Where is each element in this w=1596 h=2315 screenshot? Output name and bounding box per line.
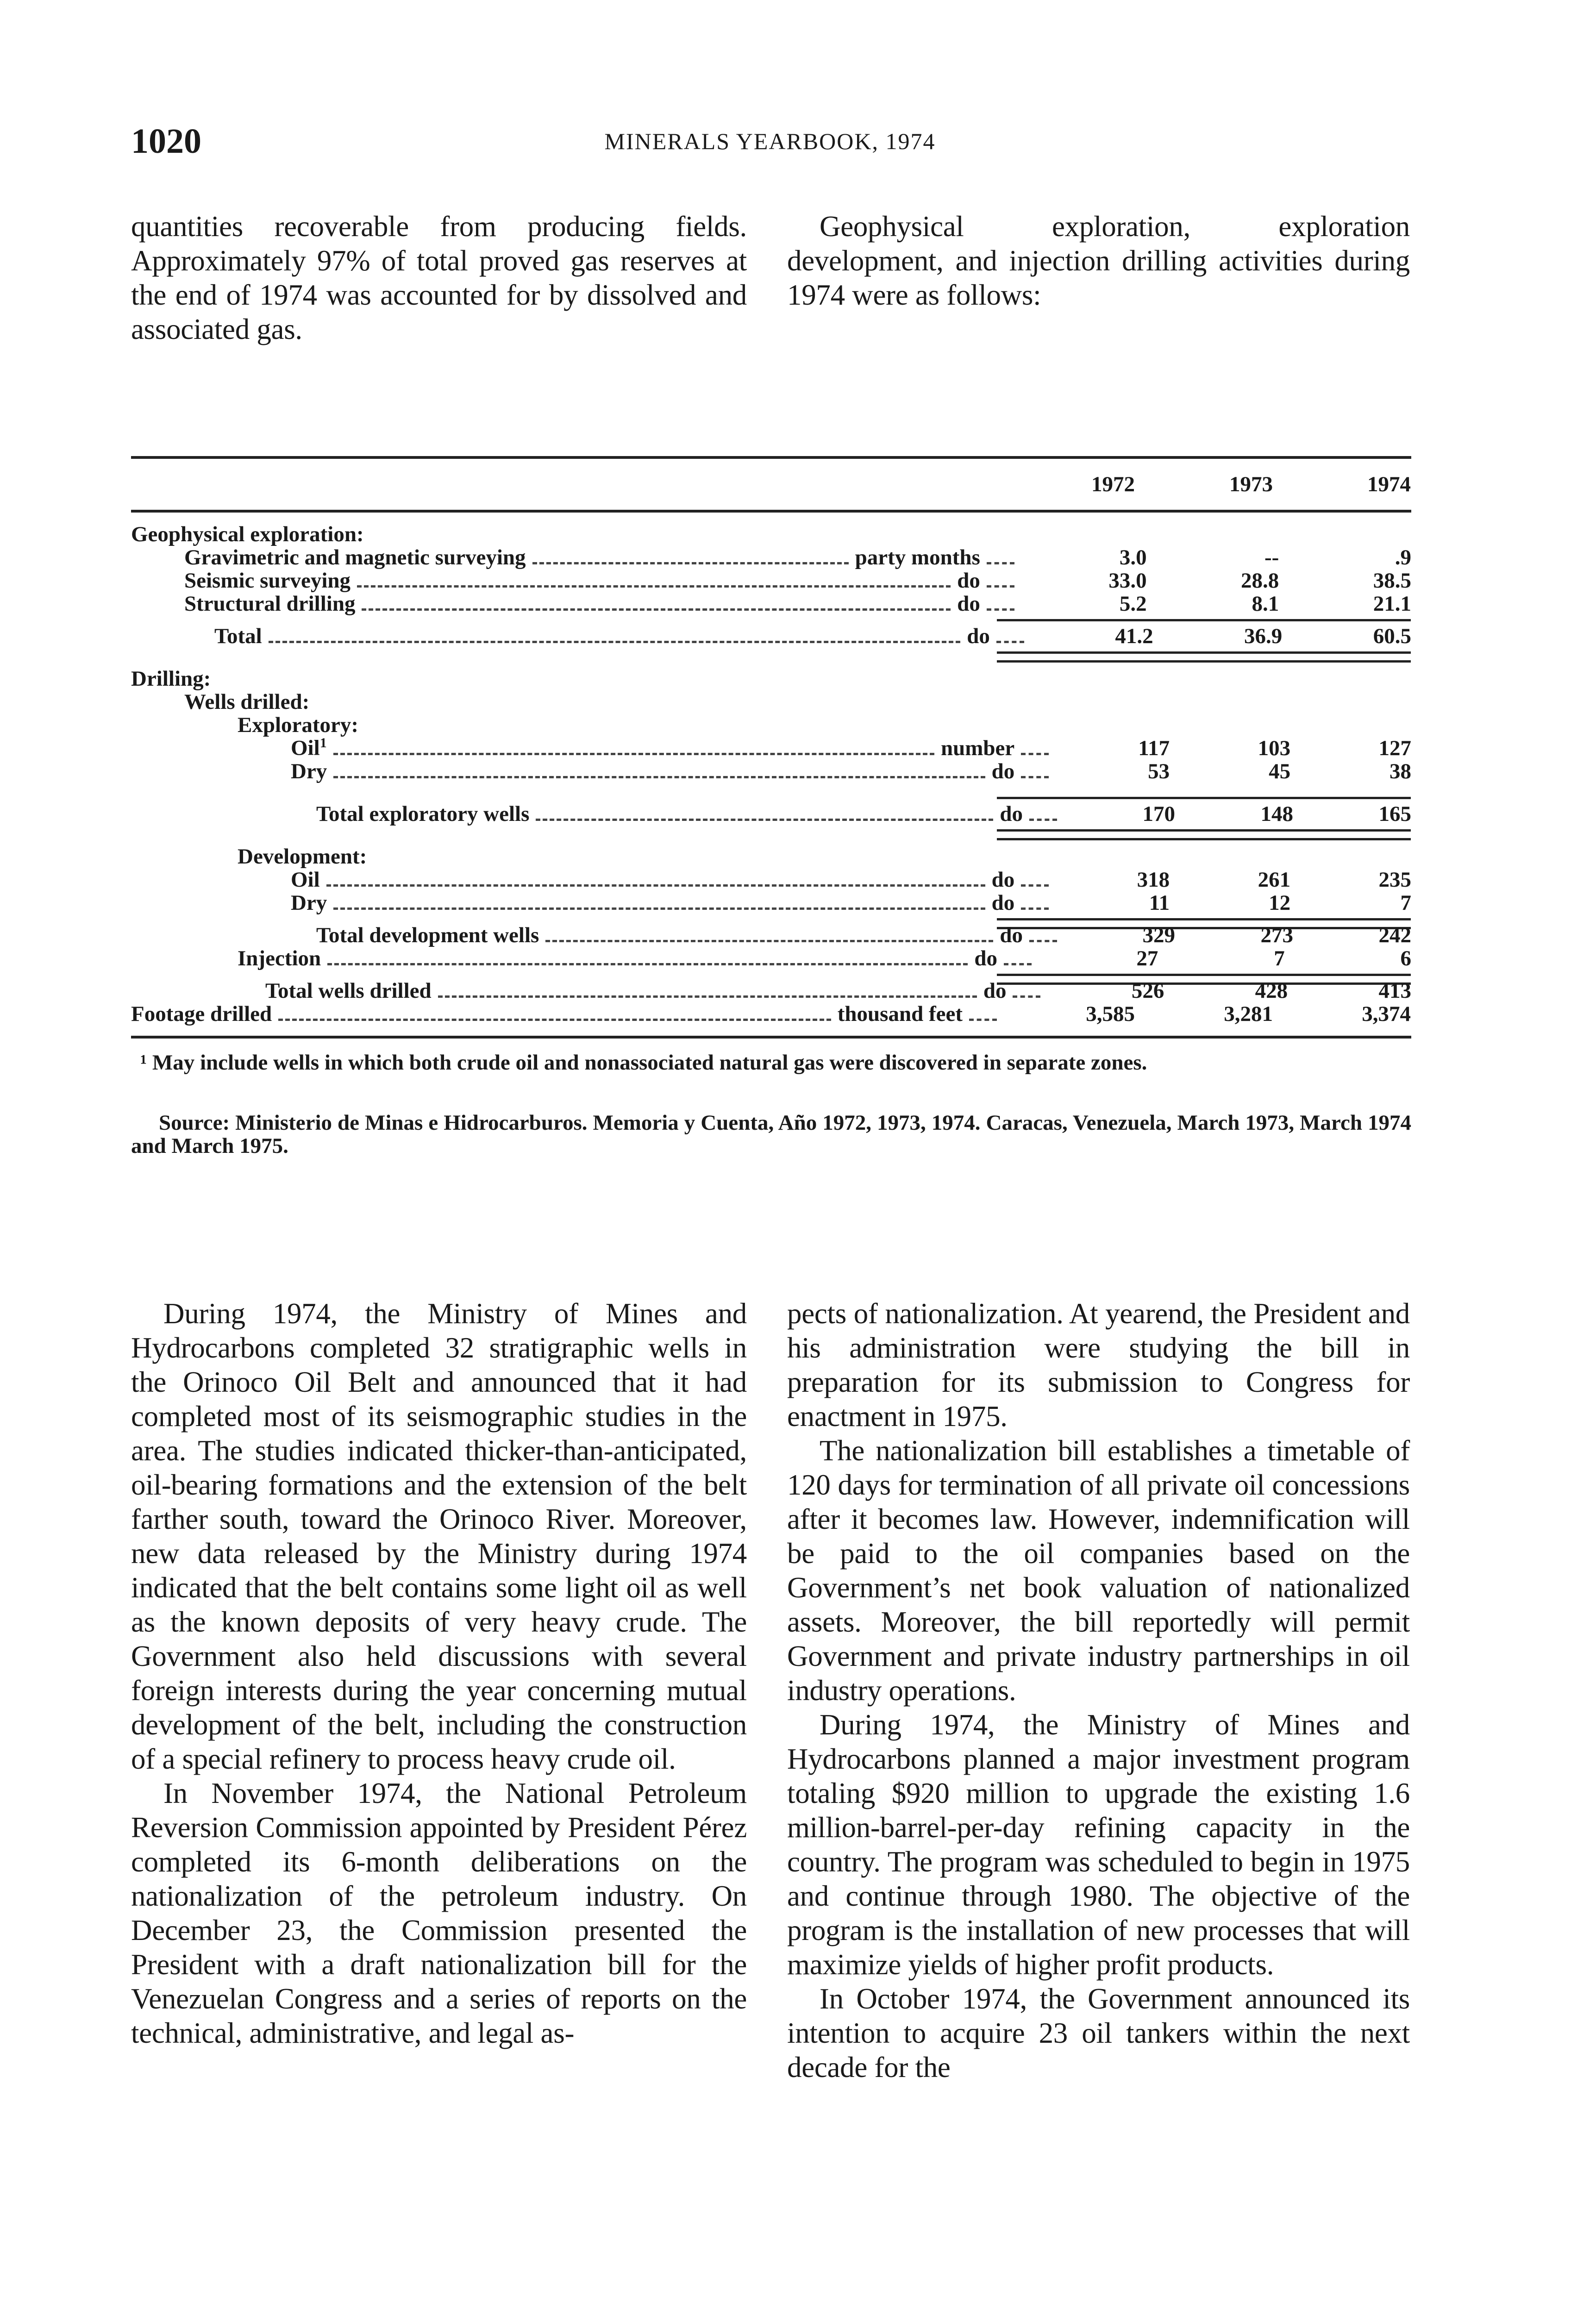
row-unit: party months [855, 546, 980, 569]
paragraph: The nationalization bill establishes a timetable of 120 days for termination of all private oil concessions after it becomes law. However, indemnification will be paid to the oil companies based on the Government’s net book valuation of nationalized assets. Moreover, the bill reportedly will permit Government and private industry partnerships in oil industry operations. [787, 1434, 1410, 1707]
section-label: Development: [238, 845, 367, 868]
column-header: 1972 [1091, 472, 1135, 496]
row-label: Gravimetric and magnetic surveying [184, 546, 526, 569]
paragraph: During 1974, the Ministry of Mines and Hydrocarbons planned a major investment program totaling $920 million to upgrade the existing 1.6 million-barrel-per-day refining capacity in the country. The program was scheduled to begin in 1975 and continue through 1980. The objective of the program is the installation of new processes that will maximize yields of higher profit products. [787, 1708, 1410, 1981]
table-row [131, 979, 1411, 1002]
row-unit: do [991, 868, 1015, 891]
cell-value: 5.2 [1119, 592, 1147, 616]
table-row [131, 760, 1411, 783]
row-label: Dry [291, 760, 327, 783]
cell-value: 7 [1400, 891, 1411, 915]
table-footnote: ¹ May include wells in which both crude oil and nonassociated natural gas were discovered in separate zones. [140, 1051, 1147, 1075]
cell-value: 12 [1269, 891, 1291, 915]
cell-value: 413 [1378, 979, 1411, 1003]
cell-value: 261 [1258, 868, 1291, 892]
cell-value: 127 [1378, 736, 1411, 760]
cell-value: 103 [1258, 736, 1291, 760]
cell-value: 60.5 [1373, 624, 1411, 648]
sum-rule [131, 970, 1411, 979]
cell-value: 7 [1274, 946, 1285, 970]
row-unit: do [974, 947, 998, 970]
paragraph: quantities recoverable from producing fields. Approximately 97% of total proved gas reserves at the end of 1974 was accounted for by dissolved and associated gas. [131, 210, 747, 345]
cell-value: -- [1264, 545, 1279, 569]
cell-value: 170 [1142, 802, 1176, 826]
cell-value: 45 [1269, 759, 1291, 783]
section-heading [131, 667, 1411, 690]
top-left-column [131, 209, 747, 346]
right-column [787, 1296, 1410, 2084]
section-heading [131, 690, 1411, 713]
table-row [131, 947, 1411, 970]
section-label: Exploratory: [238, 713, 359, 737]
bottom-rule [131, 1036, 1411, 1039]
row-label: Injection [238, 947, 321, 970]
cell-value: 148 [1260, 802, 1294, 826]
row-label: Footage drilled [131, 1002, 272, 1026]
row-unit: do [967, 625, 990, 648]
table-row [131, 802, 1411, 826]
row-label: Total wells drilled [265, 979, 432, 1002]
section-label: Drilling: [131, 667, 211, 690]
section-label: Geophysical exploration: [131, 523, 364, 546]
row-unit: do [1000, 802, 1023, 826]
row-unit: number [940, 736, 1015, 760]
section-label: Wells drilled: [184, 690, 310, 713]
paragraph: pects of nationalization. At yearend, the President and his administration were studying the bill in preparation for its submission to Congress for enactment in 1975. [787, 1297, 1410, 1433]
left-column [131, 1296, 747, 2050]
section-heading [131, 523, 1411, 546]
paragraph: In November 1974, the National Petroleum Reversion Commission appointed by President Pérez completed its 6-month deliberations on the nationalization of the petroleum industry. On December 23, the Commission presented the President with a draft nationalization bill for the Venezuelan Congress and a series of reports on the technical, administrative, and legal as- [131, 1777, 747, 2049]
cell-value: 53 [1148, 759, 1170, 783]
cell-value: 329 [1142, 923, 1176, 947]
sum-rule [131, 793, 1411, 802]
row-unit: do [957, 569, 980, 592]
page-header [131, 121, 1409, 163]
cell-value: 38.5 [1373, 569, 1411, 593]
row-unit: do [1000, 924, 1023, 947]
row-label: Total exploratory wells [316, 802, 530, 826]
table-row [131, 891, 1411, 914]
cell-value: 117 [1138, 736, 1170, 760]
table-row [131, 569, 1411, 592]
drilling-activity-table [131, 456, 1411, 1039]
cell-value: 38 [1389, 759, 1411, 783]
sum-rule [131, 615, 1411, 625]
table-row [131, 1002, 1411, 1026]
table-row [131, 737, 1411, 760]
cell-value: 3,585 [1086, 1002, 1135, 1026]
sum-rule [131, 826, 1411, 835]
row-label: Total [214, 625, 262, 648]
cell-value: 318 [1137, 868, 1170, 892]
cell-value: 36.9 [1244, 624, 1283, 648]
cell-value: 33.0 [1108, 569, 1147, 593]
top-right-column [787, 209, 1410, 312]
row-unit: thousand feet [837, 1002, 963, 1026]
cell-value: 21.1 [1373, 592, 1411, 616]
cell-value: 3.0 [1119, 545, 1147, 569]
table-source: Source: Ministerio de Minas e Hidrocarburos. Memoria y Cuenta, Año 1972, 1973, 1974. Caracas, Venezuela, March 1973, March 1974 and March 1975. [131, 1111, 1411, 1158]
cell-value: 165 [1378, 802, 1411, 826]
cell-value: 235 [1378, 868, 1411, 892]
paragraph: In October 1974, the Government announced its intention to acquire 23 oil tankers within the next decade for the [787, 1983, 1410, 2084]
row-unit: do [991, 760, 1015, 783]
page-number: 1020 [131, 122, 201, 161]
paragraph: During 1974, the Ministry of Mines and Hydrocarbons completed 32 stratigraphic wells in the Orinoco Oil Belt and announced that it had completed most of its seismographic studies in the area. The studies indicated thicker-than-anticipated, oil-bearing formations and the extension of the belt farther south, toward the Orinoco River. Moreover, new data released by the Ministry during 1974 indicated that the belt contains some light oil as well as the known deposits of very heavy crude. The Government also held discussions with several foreign interests during the year concerning mutual development of the belt, including the construction of a special refinery to process heavy crude oil. [131, 1297, 747, 1775]
table-row [131, 625, 1411, 648]
sum-rule [131, 648, 1411, 657]
column-header: 1973 [1229, 472, 1273, 496]
cell-value: 428 [1255, 979, 1288, 1003]
section-heading [131, 845, 1411, 868]
table-row [131, 546, 1411, 569]
row-label: Dry [291, 891, 327, 914]
row-label: Oil$^1$ [291, 735, 327, 760]
running-head: MINERALS YEARBOOK, 1974 [604, 128, 936, 154]
column-header: 1974 [1367, 472, 1411, 496]
row-label: Structural drilling [184, 592, 356, 615]
cell-value: 242 [1378, 923, 1411, 947]
cell-value: 526 [1131, 979, 1164, 1003]
row-unit: do [991, 891, 1015, 914]
paragraph: Geophysical exploration, exploration development, and injection drilling activities during 1974 were as follows: [787, 210, 1410, 311]
row-label: Total development wells [316, 924, 539, 947]
table-row [131, 868, 1411, 891]
row-unit: do [983, 979, 1007, 1002]
sum-rule [131, 914, 1411, 924]
cell-value: 3,374 [1362, 1002, 1411, 1026]
cell-value: 6 [1400, 946, 1411, 970]
cell-value: .9 [1395, 545, 1411, 569]
cell-value: 11 [1149, 891, 1170, 915]
cell-value: 28.8 [1241, 569, 1279, 593]
cell-value: 273 [1260, 923, 1294, 947]
table-header [131, 459, 1411, 510]
row-label: Oil [291, 868, 320, 891]
cell-value: 3,281 [1224, 1002, 1273, 1026]
row-unit: do [957, 592, 980, 615]
row-label: Seismic surveying [184, 569, 351, 592]
cell-value: 8.1 [1252, 592, 1279, 616]
table-row [131, 924, 1411, 947]
cell-value: 41.2 [1115, 624, 1153, 648]
table-row [131, 592, 1411, 615]
cell-value: 27 [1136, 946, 1158, 970]
